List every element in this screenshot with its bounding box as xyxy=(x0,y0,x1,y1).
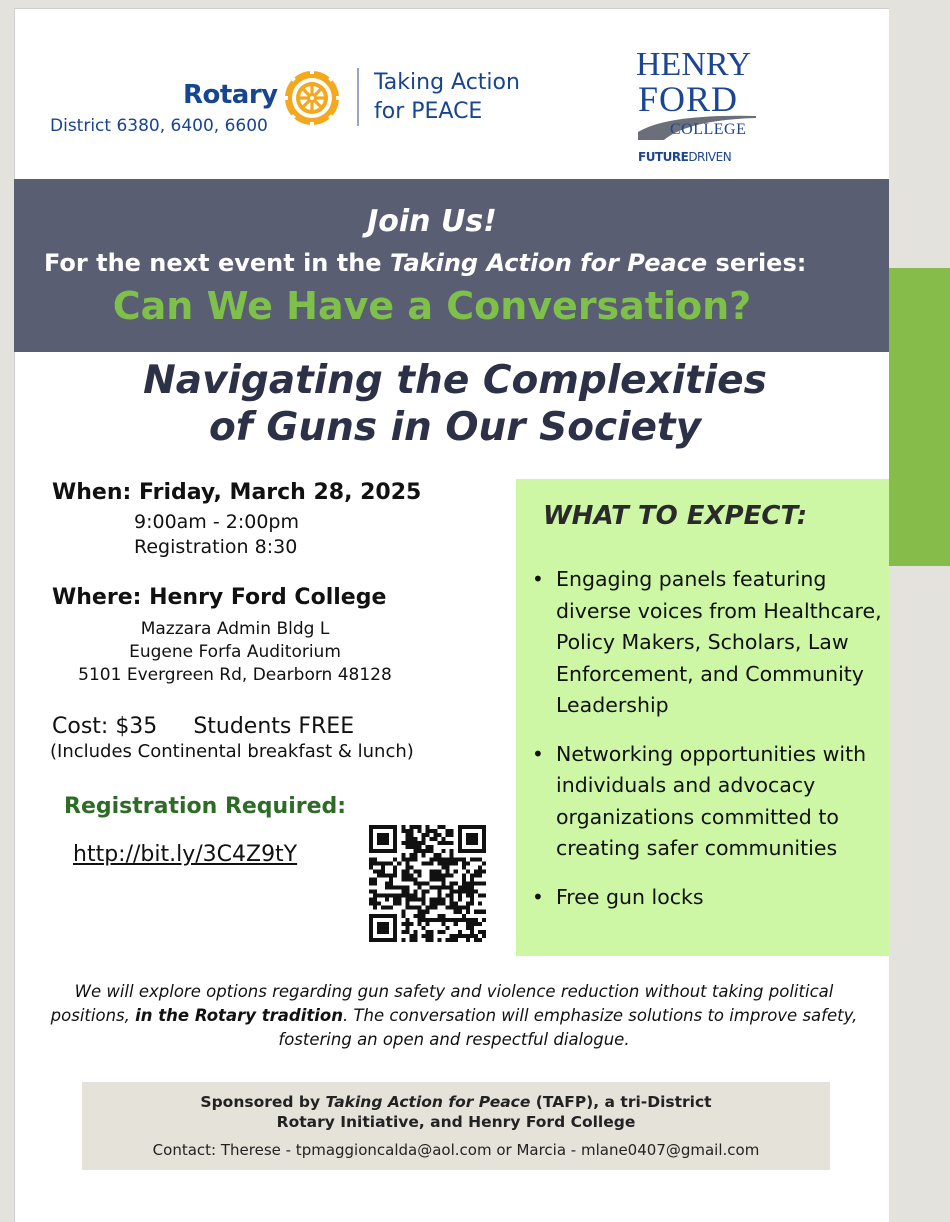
sponsor-line2: Rotary Initiative, and Henry Ford College xyxy=(276,1113,636,1131)
list-item: • Networking opportunities with individuals and advocacy organizations committed to creating safer communities xyxy=(530,739,890,865)
sponsor-name: Taking Action for Peace xyxy=(325,1093,531,1111)
hfc-ford: FORD xyxy=(638,79,739,119)
hfc-henry: HENRY xyxy=(636,46,752,83)
conversation-title: Can We Have a Conversation? xyxy=(112,284,752,328)
paragraph-part1: We will explore options regarding gun safety and violence reduction without taking political positions, xyxy=(50,982,834,1025)
what-to-expect-title: WHAT TO EXPECT: xyxy=(543,501,808,531)
qr-code-icon[interactable] xyxy=(369,825,486,942)
list-item: • Engaging panels featuring diverse voices from Healthcare, Policy Makers, Scholars, Law Enforcement, and Community Leadership xyxy=(530,564,890,722)
cost-students: Students FREE xyxy=(193,714,355,739)
series-name: Taking Action for Peace xyxy=(389,249,708,277)
henry-ford-college-logo xyxy=(600,40,773,180)
series-pre: For the next event in the xyxy=(44,249,390,277)
paragraph-bold: in the Rotary tradition xyxy=(135,1006,343,1025)
hfc-college: COLLEGE xyxy=(670,121,747,138)
registration-link[interactable]: http://bit.ly/3C4Z9tY xyxy=(73,842,298,867)
logo-divider xyxy=(357,68,359,126)
cost-note: (Includes Continental breakfast & lunch) xyxy=(50,741,414,762)
subtitle-line2: of Guns in Our Society xyxy=(209,405,701,450)
when-label: When: Friday, March 28, 2025 xyxy=(52,480,422,505)
address-street: 5101 Evergreen Rd, Dearborn 48128 xyxy=(78,665,392,685)
rotary-wheel-icon xyxy=(283,69,341,127)
join-us-heading: Join Us! xyxy=(367,204,497,239)
header-band xyxy=(14,179,889,352)
series-post: series: xyxy=(707,249,807,277)
cost-line xyxy=(52,714,354,739)
description-paragraph xyxy=(44,980,864,1052)
registration-time: Registration 8:30 xyxy=(134,536,298,558)
address-auditorium: Eugene Forfa Auditorium xyxy=(129,642,341,662)
registration-heading: Registration Required: xyxy=(64,794,347,819)
list-item: • Free gun locks xyxy=(530,882,890,914)
what-to-expect-box xyxy=(516,479,889,956)
sponsor-post: (TAFP), a tri-District xyxy=(530,1093,712,1111)
paragraph-part2: . The conversation will emphasize solutions to improve safety, fostering an open and respectful dialogue. xyxy=(278,1006,858,1049)
where-label: Where: Henry Ford College xyxy=(52,585,387,610)
tap-tagline-line2: for PEACE xyxy=(374,99,483,124)
expect-list xyxy=(530,564,890,930)
contact-line: Contact: Therese - tpmaggioncalda@aol.com or Marcia - mlane0407@gmail.com xyxy=(152,1141,760,1159)
hfc-future-driven xyxy=(638,150,731,164)
tap-tagline-line1: Taking Action xyxy=(374,70,520,95)
sponsor-pre: Sponsored by xyxy=(200,1093,326,1111)
rotary-wordmark: Rotary xyxy=(183,80,278,110)
cost-price: Cost: $35 xyxy=(52,714,158,739)
sponsor-box xyxy=(82,1082,830,1170)
rotary-districts: District 6380, 6400, 6600 xyxy=(50,116,268,136)
subtitle-line1: Navigating the Complexities xyxy=(143,358,767,403)
event-time: 9:00am - 2:00pm xyxy=(134,511,299,533)
hfc-driven: DRIVEN xyxy=(688,150,732,164)
hfc-future: FUTURE xyxy=(638,150,689,164)
sponsor-line1 xyxy=(82,1093,830,1111)
address-building: Mazzara Admin Bldg L xyxy=(140,619,330,639)
series-line xyxy=(44,249,806,277)
